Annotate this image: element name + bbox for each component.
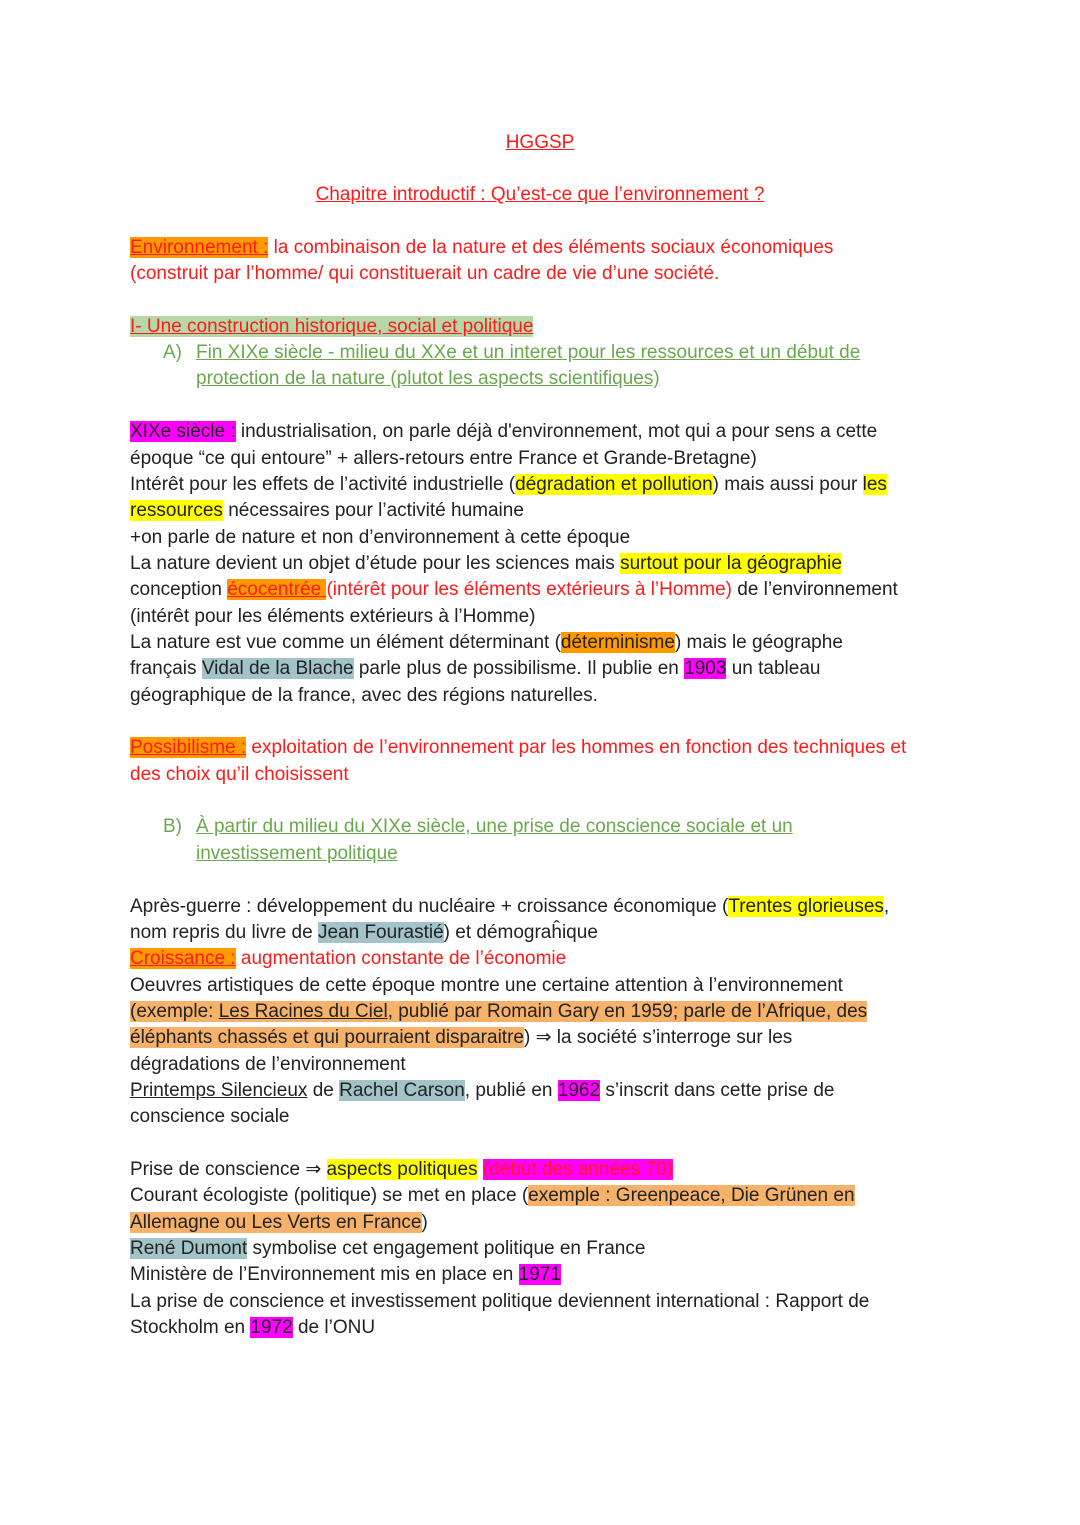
p1-line: Intérêt pour les effets de l’activité industrielle (dégradation et pollution) mais aussi pour les <box>130 474 887 495</box>
p1-line: conception écocentrée (intérêt pour les éléments extérieurs à l’Homme) de l’environnement <box>130 579 898 600</box>
subsection-b-label: B) <box>163 816 182 837</box>
chapter-title: Chapitre introductif : Qu’est-ce que l’environnement ? <box>315 184 765 205</box>
subsection-b-title-cont: investissement politique <box>196 843 398 864</box>
p1-line: ressources nécessaires pour l’activité humaine <box>130 500 524 521</box>
p1-line: (intérêt pour les éléments extérieurs à l’Homme) <box>130 606 536 627</box>
p1-line: +on parle de nature et non d’environnement à cette époque <box>130 527 631 548</box>
p3-line: La prise de conscience et investissement politique deviennent international : Rapport de <box>130 1291 870 1312</box>
section-1-heading: I- Une construction historique, social et politique <box>130 316 534 337</box>
subsection-b-title: À partir du milieu du XIXe siècle, une prise de conscience sociale et un <box>196 816 793 837</box>
p2-line: Après-guerre : développement du nucléaire + croissance économique (Trentes glorieuses, <box>130 896 890 917</box>
subsection-a-label: A) <box>163 342 182 363</box>
p2-line: nom repris du livre de Jean Fourastié) et démograĥique <box>130 922 598 943</box>
p1-line: géographique de la france, avec des régions naturelles. <box>130 685 598 706</box>
p3-line: Prise de conscience ⇒ aspects politiques (début des années 70) <box>130 1159 673 1180</box>
p2-line: éléphants chassés et qui pourraient disparaitre) ⇒ la société s’interroge sur les <box>130 1027 793 1048</box>
definition-environnement-cont: (construit par l’homme/ qui constituerait un cadre de vie d’une société. <box>130 263 720 284</box>
p3-line: René Dumont symbolise cet engagement politique en France <box>130 1238 646 1259</box>
p2-line: Printemps Silencieux de Rachel Carson, publié en 1962 s’inscrit dans cette prise de <box>130 1080 835 1101</box>
definition-possibilisme: Possibilisme : exploitation de l’environnement par les hommes en fonction des techniques et <box>130 737 907 758</box>
p3-line: Allemagne ou Les Verts en France) <box>130 1212 428 1233</box>
p1-line: français Vidal de la Blache parle plus de possibilisme. Il publie en 1903 un tableau <box>130 658 821 679</box>
p2-line: (exemple: Les Racines du Ciel, publié par Romain Gary en 1959; parle de l’Afrique, des <box>130 1001 868 1022</box>
p1-line: La nature est vue comme un élément déterminant (déterminisme) mais le géographe <box>130 632 843 653</box>
p3-line: Stockholm en 1972 de l’ONU <box>130 1317 376 1338</box>
p1-line: La nature devient un objet d’étude pour les sciences mais surtout pour la géographie <box>130 553 842 574</box>
definition-croissance: Croissance : augmentation constante de l’économie <box>130 948 567 969</box>
p1-line: XIXe siècle : industrialisation, on parle déjà d'environnement, mot qui a pour sens a cette <box>130 421 878 442</box>
p1-line: époque “ce qui entoure” + allers-retours entre France et Grande-Bretagne) <box>130 448 757 469</box>
p2-line: Oeuvres artistiques de cette époque montre une certaine attention à l’environnement <box>130 975 843 996</box>
subsection-a-title: Fin XIXe siècle - milieu du XXe et un interet pour les ressources et un début de <box>196 342 861 363</box>
p3-line: Courant écologiste (politique) se met en place (exemple : Greenpeace, Die Grünen en <box>130 1185 855 1206</box>
subsection-a-title-cont: protection de la nature (plutot les aspects scientifiques) <box>196 368 660 389</box>
p2-line: dégradations de l’environnement <box>130 1054 406 1075</box>
p3-line: Ministère de l’Environnement mis en place en 1971 <box>130 1264 561 1285</box>
subject-title: HGGSP <box>505 132 575 153</box>
p2-line: conscience sociale <box>130 1106 290 1127</box>
definition-possibilisme-cont: des choix qu’il choisissent <box>130 764 349 785</box>
definition-environnement: Environnement : la combinaison de la nature et des éléments sociaux économiques <box>130 237 834 258</box>
